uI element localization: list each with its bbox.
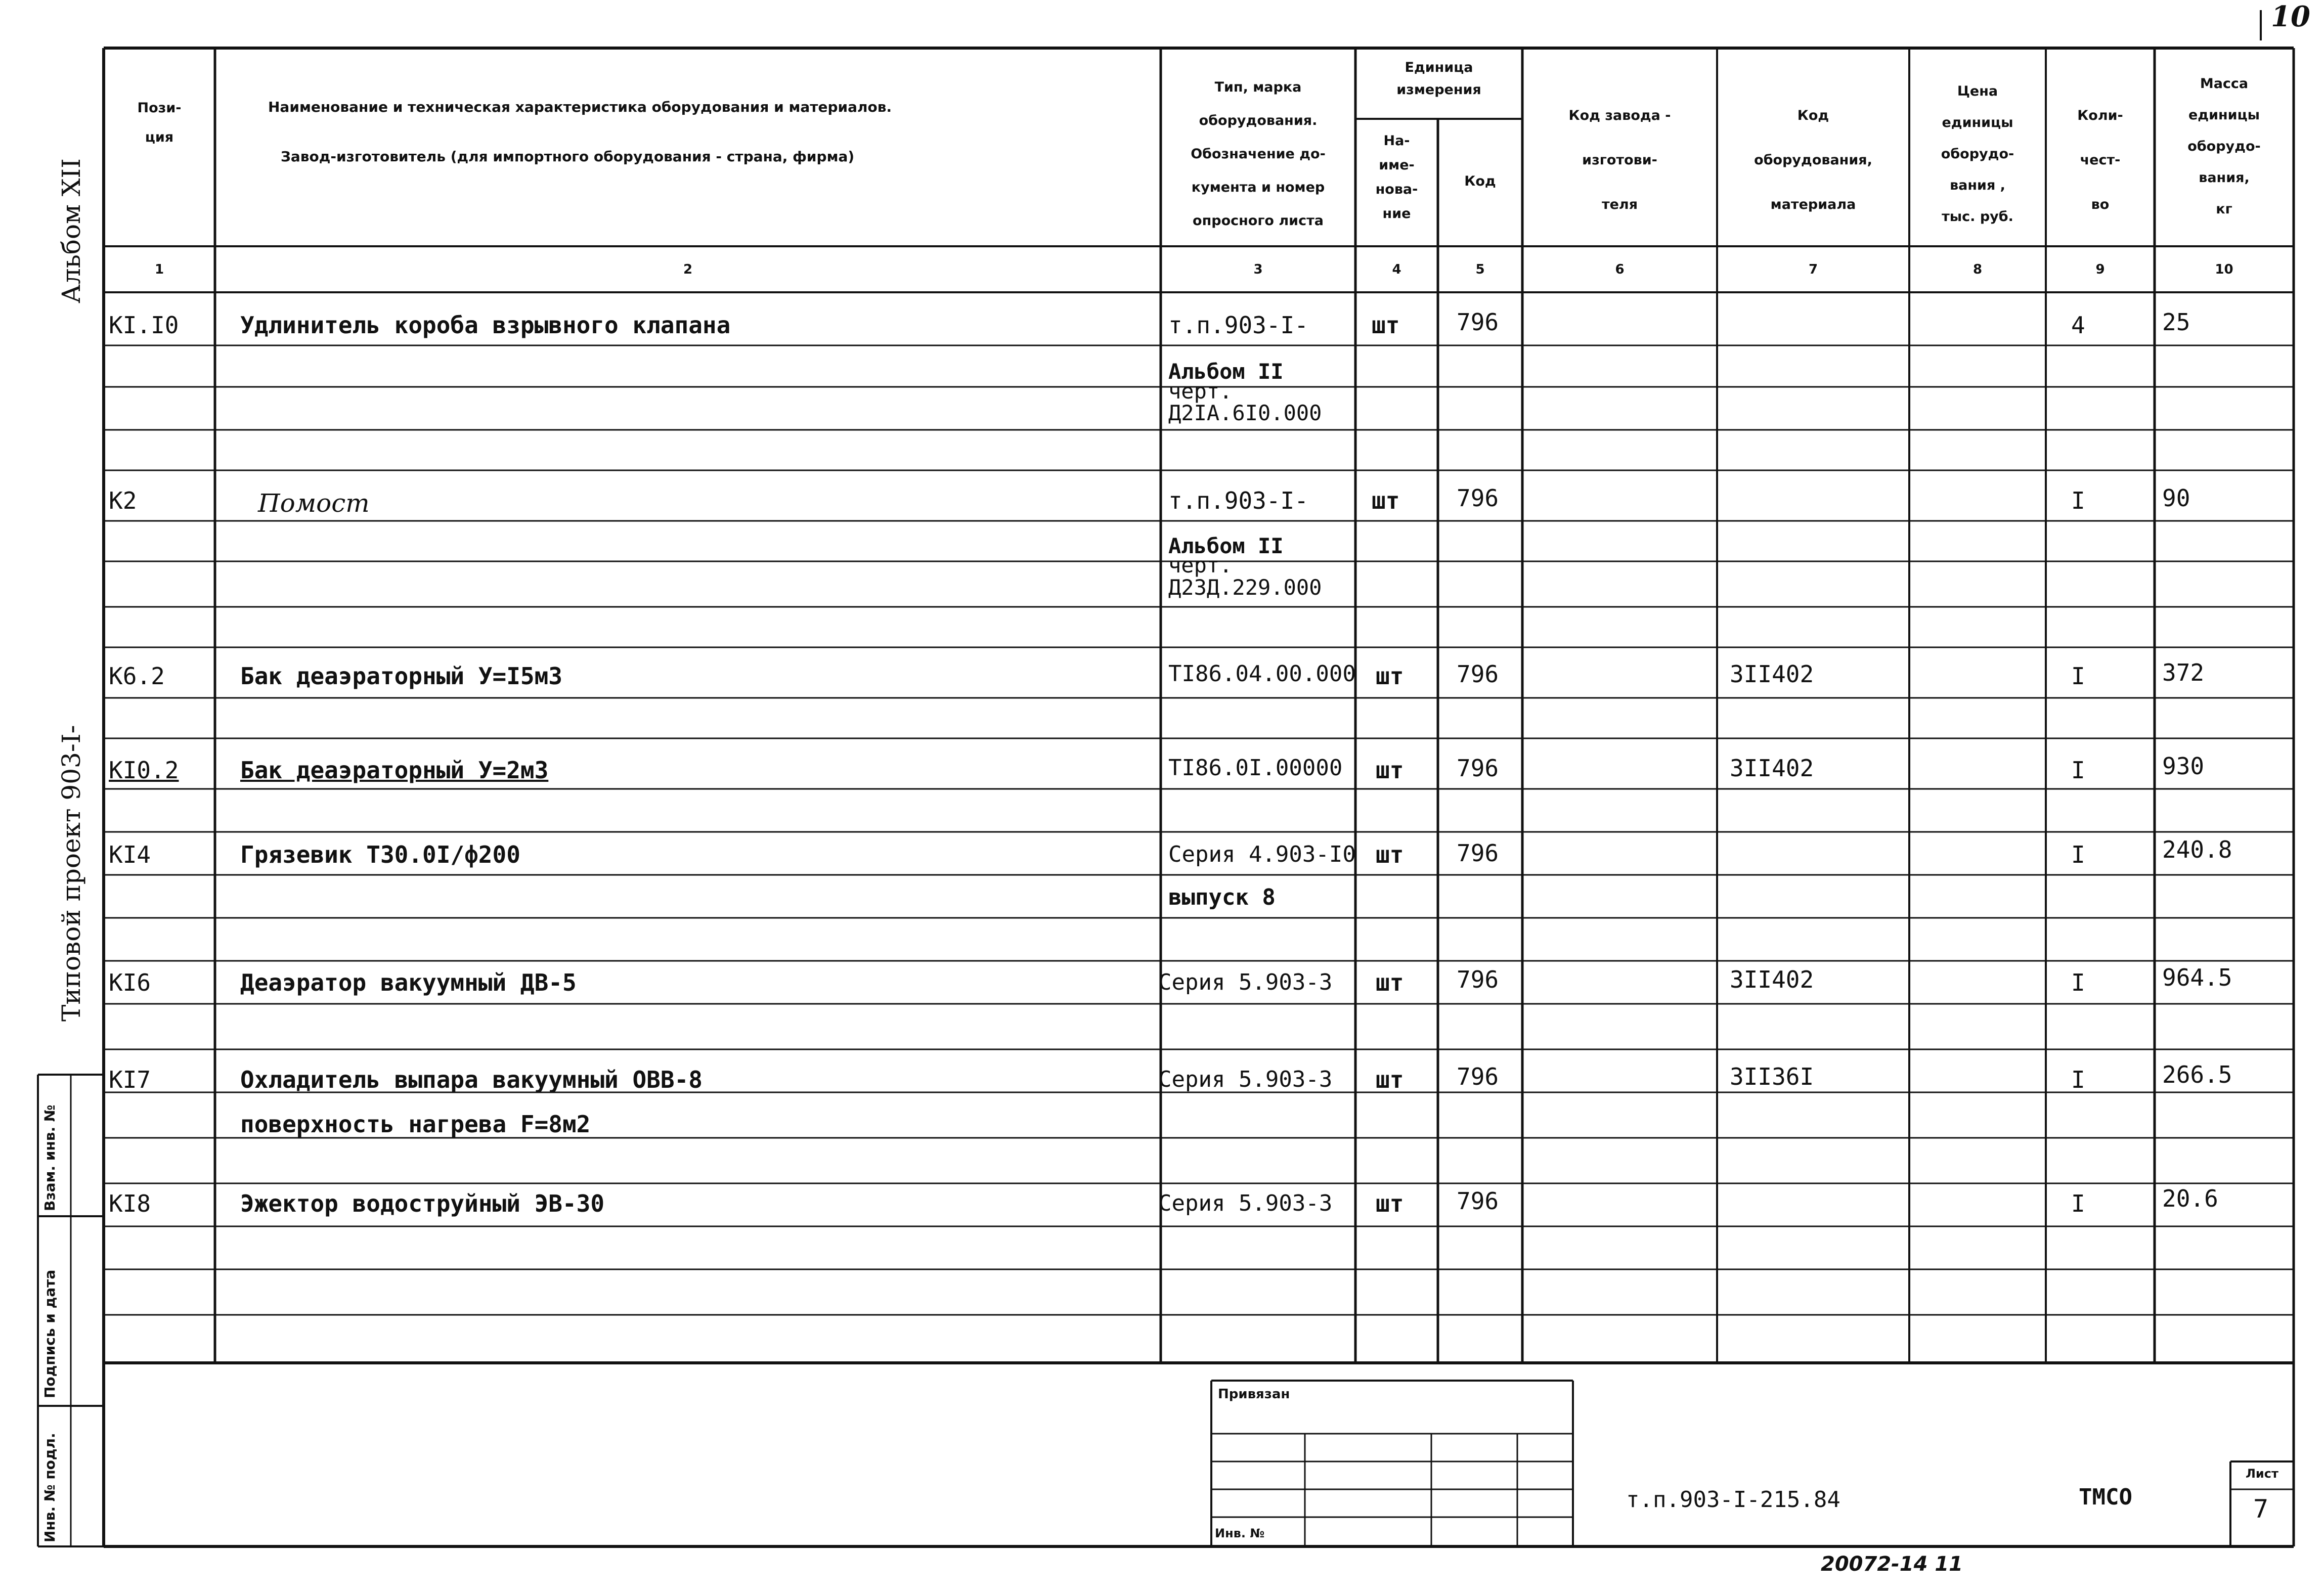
header-name-line1: Наименование и техническая характеристика оборудования и материалов. [268, 99, 892, 115]
row-unit: шт [1376, 841, 1404, 868]
row-unit: шт [1376, 757, 1404, 784]
row-type: черт. [1168, 379, 1233, 404]
row-quantity: I [2071, 662, 2085, 690]
project-label: Типовой проект 903-I- [57, 725, 86, 1022]
row-unit: шт [1376, 969, 1404, 996]
row-equipment-code: 3II402 [1730, 755, 1814, 782]
row-mass: 240.8 [2162, 836, 2232, 863]
row-unit-code: 796 [1457, 484, 1499, 512]
row-mass: 266.5 [2162, 1061, 2232, 1088]
row-position: К6.2 [109, 662, 165, 690]
row-name: Деаэратор вакуумный ДВ-5 [240, 969, 577, 996]
row-unit-code: 796 [1457, 755, 1499, 782]
column-number: 8 [1972, 262, 1983, 277]
row-type: т.п.903-I- [1168, 487, 1308, 514]
section-code: ТМСО [2079, 1484, 2132, 1510]
row-position: КI7 [109, 1066, 151, 1093]
row-quantity: 4 [2071, 312, 2085, 339]
column-number: 1 [154, 262, 164, 277]
row-name: Удлинитель короба взрывного клапана [240, 312, 731, 339]
row-type: Серия 5.903-3 [1158, 969, 1333, 995]
header-unit-group: Единица измерения [1396, 60, 1481, 98]
stamp-inv-original: Инв. № подл. [41, 1433, 58, 1542]
column-number: 5 [1475, 262, 1485, 277]
header-factory-code: Код завода - изготови- теля [1568, 108, 1671, 212]
row-equipment-code: 3II402 [1730, 660, 1814, 688]
row-unit-code: 796 [1457, 660, 1499, 688]
row-type: ТI86.0I.00000 [1168, 755, 1343, 781]
row-type: Альбом II [1168, 534, 1284, 558]
row-position: КI0.2 [109, 757, 179, 784]
header-unit-code: Код [1464, 173, 1496, 189]
row-name: Бак деаэраторный У=2м3 [240, 757, 549, 784]
row-unit: шт [1372, 312, 1400, 339]
row-name: Помост [258, 489, 370, 518]
header-name-line2: Завод-изготовитель (для импортного оборудования - страна, фирма) [281, 148, 855, 165]
row-unit: шт [1376, 1066, 1404, 1093]
row-type: т.п.903-I- [1168, 312, 1308, 339]
header-unit-mass: Масса единицы оборудо- вания, кг [2187, 76, 2261, 217]
header-quantity: Коли- чест- во [2077, 108, 2123, 212]
row-type: Д23Д.229.000 [1168, 575, 1322, 600]
row-position: КI8 [109, 1190, 151, 1217]
row-position: КI6 [109, 969, 151, 996]
inv-number-label: Инв. № [1215, 1526, 1265, 1540]
row-unit: шт [1376, 1190, 1404, 1217]
row-type: Д2IА.6I0.000 [1168, 401, 1322, 425]
row-quantity: I [2071, 1066, 2085, 1093]
corner-sheet-number: 10 [2271, 0, 2310, 33]
stamp-replace-inv: Взам. инв. № [41, 1104, 58, 1211]
row-mass: 20.6 [2162, 1185, 2218, 1212]
row-type: ТI86.04.00.000 [1168, 661, 1356, 687]
row-name: Бак деаэраторный У=I5м3 [240, 662, 562, 690]
footer-code: 20072-14 11 [1821, 1553, 1963, 1576]
row-unit-code: 796 [1457, 308, 1499, 336]
row-equipment-code: 3II402 [1730, 966, 1814, 993]
row-quantity: I [2071, 841, 2085, 868]
column-number: 6 [1615, 262, 1625, 277]
column-number: 2 [683, 262, 693, 277]
column-number: 4 [1392, 262, 1401, 277]
header-unit-price: Цена единицы оборудо- вания , тыс. руб. [1941, 83, 2014, 225]
row-type: черт. [1168, 553, 1233, 578]
column-number: 10 [2215, 262, 2233, 277]
header-type-mark: Тип, марка оборудования. Обозначение до- кумента и номер опросного листа [1191, 79, 1326, 229]
row-position: KI.I0 [109, 312, 179, 339]
row-type: выпуск 8 [1168, 884, 1276, 910]
row-name: Грязевик Т30.0I/ф200 [240, 841, 520, 868]
header-equipment-code: Код оборудования, материала [1754, 108, 1872, 212]
row-name: Охладитель выпара вакуумный ОВВ-8 [240, 1066, 703, 1093]
row-type: Серия 5.903-3 [1158, 1190, 1333, 1216]
row-mass: 372 [2162, 659, 2205, 686]
row-unit: шт [1376, 662, 1404, 690]
sheet-number: 7 [2253, 1494, 2269, 1524]
row-quantity: I [2071, 487, 2085, 514]
header-position: Пози- ция [137, 100, 182, 145]
header-unit-name: На- име- нова- ние [1375, 133, 1418, 221]
row-mass: 930 [2162, 752, 2205, 780]
row-mass: 90 [2162, 484, 2190, 512]
row-position: КI4 [109, 841, 151, 868]
row-unit-code: 796 [1457, 839, 1499, 867]
row-unit-code: 796 [1457, 1063, 1499, 1090]
row-quantity: I [2071, 757, 2085, 784]
row-mass: 25 [2162, 308, 2190, 336]
row-position: К2 [109, 487, 137, 514]
row-quantity: I [2071, 1190, 2085, 1217]
row-name: Эжектор водоструйный ЭВ-30 [240, 1190, 605, 1217]
row-quantity: I [2071, 969, 2085, 996]
row-type: Серия 4.903-I0 [1168, 841, 1356, 867]
column-number: 9 [2095, 262, 2105, 277]
row-equipment-code: 3II36I [1730, 1063, 1814, 1090]
row-mass: 964.5 [2162, 964, 2232, 991]
row-unit: шт [1372, 487, 1400, 514]
row-type: Серия 5.903-3 [1158, 1067, 1333, 1092]
document-code: т.п.903-I-215.84 [1626, 1487, 1840, 1513]
column-number: 7 [1808, 262, 1818, 277]
row-unit-code: 796 [1457, 966, 1499, 993]
album-label: Альбом XII [57, 158, 86, 303]
sheet-label: Лист [2246, 1467, 2278, 1481]
column-number: 3 [1253, 262, 1263, 277]
stamp-signature-date: Подпись и дата [41, 1269, 58, 1398]
attached-label: Привязан [1218, 1387, 1290, 1402]
row-unit-code: 796 [1457, 1187, 1499, 1215]
row-name-detail: поверхность нагрева F=8м2 [240, 1111, 591, 1138]
row-type: Альбом II [1168, 359, 1284, 384]
